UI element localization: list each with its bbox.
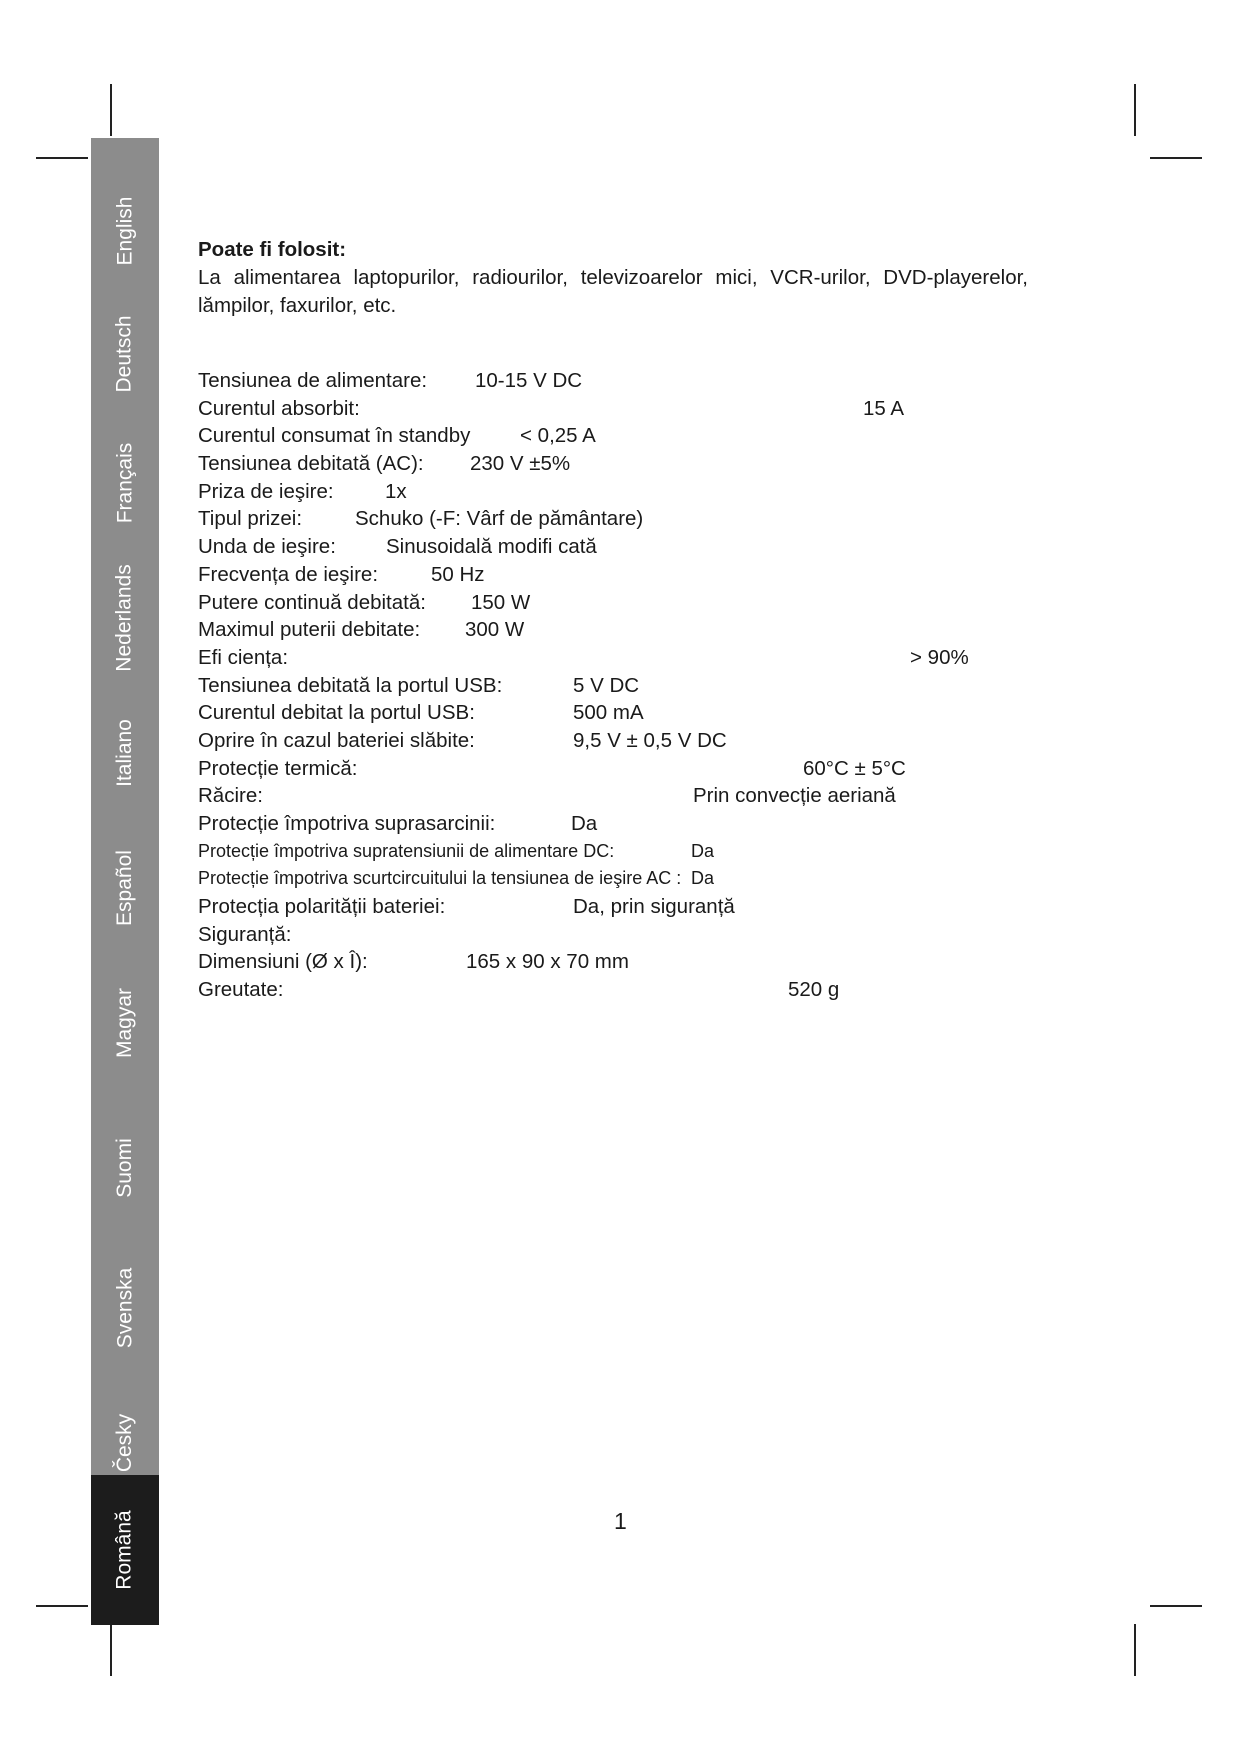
spec-value: Prin convecție aeriană: [693, 784, 896, 808]
spec-label: Frecvența de ieşire:: [198, 562, 379, 586]
spec-value: > 90%: [910, 645, 969, 669]
spec-value: < 0,25 A: [520, 424, 596, 448]
spec-value: 1x: [385, 479, 407, 503]
spec-label: Răcire:: [198, 784, 263, 808]
spec-row: [198, 976, 1168, 1004]
spec-row: [198, 810, 1168, 838]
language-tab-italiano[interactable]: [91, 693, 159, 813]
spec-value: 150 W: [471, 590, 531, 614]
spec-label: Oprire în cazul bateriei slăbite:: [198, 728, 475, 752]
spec-row: [198, 395, 1168, 423]
spec-label: Curentul debitat la portul USB:: [198, 701, 475, 725]
spec-value: 300 W: [465, 618, 525, 642]
crop-mark: [110, 84, 112, 136]
spec-label: Putere continuă debitată:: [198, 590, 426, 614]
spec-label: Siguranță:: [198, 922, 292, 946]
spec-label: Unda de ieşire:: [198, 535, 336, 559]
spec-row: [198, 672, 1168, 700]
language-label: Česky: [112, 1413, 136, 1473]
language-label: Suomi: [113, 1138, 136, 1198]
language-tab-english[interactable]: [91, 178, 159, 283]
spec-value: Da: [691, 840, 715, 861]
spec-row: [198, 699, 1168, 727]
language-tab-nederlands[interactable]: [91, 548, 159, 688]
language-tab-magyar[interactable]: [91, 963, 159, 1083]
crop-mark: [110, 1624, 112, 1676]
spec-value: 50 Hz: [431, 562, 485, 586]
spec-row: [198, 422, 1168, 450]
spec-row: [198, 589, 1168, 617]
spec-row: [198, 948, 1168, 976]
spec-row: [198, 755, 1168, 783]
language-label: Nederlands: [113, 564, 136, 672]
spec-value: 10-15 V DC: [475, 369, 583, 392]
spec-label: Dimensiuni (Ø x Î):: [198, 950, 368, 974]
language-tab-romana[interactable]: [91, 1475, 159, 1625]
spec-value: Da, prin siguranță: [573, 895, 735, 919]
crop-mark: [1134, 84, 1136, 136]
language-tab-deutsch[interactable]: [91, 301, 159, 406]
language-tab-suomi[interactable]: [91, 1113, 159, 1223]
spec-row: [198, 865, 1168, 893]
spec-row: [198, 616, 1168, 644]
intro-paragraph: La alimentarea laptopurilor, radiourilor, televizoarelor mici, VCR-urilor, DVD-playerelor, lămpilor, faxurilor, etc.: [198, 266, 1028, 317]
spec-row: [198, 561, 1168, 589]
page-content: [198, 236, 1158, 320]
spec-label: Curentul absorbit:: [198, 396, 360, 420]
crop-mark: [1150, 1605, 1202, 1607]
spec-label: Tipul prizei:: [198, 507, 303, 531]
language-label: Svenska: [113, 1267, 137, 1349]
spec-label: Priza de ieşire:: [198, 479, 334, 503]
spec-label: Protecție termică:: [198, 756, 358, 780]
spec-value: 165 x 90 x 70 mm: [466, 950, 629, 974]
spec-row: [198, 505, 1168, 533]
spec-value: 500 mA: [573, 701, 644, 725]
spec-row: [198, 838, 1168, 866]
spec-row: [198, 367, 1168, 395]
spec-row: [198, 533, 1168, 561]
spec-label: Curentul consumat în standby: [198, 424, 471, 448]
spec-value: 60°C ± 5°C: [803, 756, 906, 780]
page-number: 1: [614, 1508, 627, 1534]
spec-value: 230 V ±5%: [470, 452, 571, 476]
spec-value: Da: [571, 812, 598, 835]
section-heading: Poate fi folosit:: [198, 238, 347, 261]
language-tab-francais[interactable]: [91, 423, 159, 543]
language-label: Français: [113, 442, 136, 524]
language-label: English: [113, 196, 137, 265]
spec-row: [198, 644, 1168, 672]
spec-label: Protecția polarității bateriei:: [198, 895, 446, 919]
spec-label: Tensiunea debitată la portul USB:: [198, 673, 503, 697]
language-label: Română: [113, 1510, 137, 1590]
crop-mark: [36, 1605, 88, 1607]
spec-value: 5 V DC: [573, 673, 640, 697]
spec-row: [198, 478, 1168, 506]
spec-value: Sinusoidală modifi cată: [386, 535, 597, 559]
spec-value: 520 g: [788, 978, 840, 1002]
language-label: Español: [113, 850, 137, 926]
crop-mark: [36, 157, 88, 159]
spec-value: 9,5 V ± 0,5 V DC: [573, 728, 727, 752]
spec-row: [198, 921, 1168, 949]
language-label: Deutsch: [113, 314, 137, 393]
spec-label: Maximul puterii debitate:: [198, 618, 421, 642]
spec-label: Efi ciența:: [198, 645, 289, 669]
spec-row: [198, 450, 1168, 478]
spec-value: 15 A: [863, 396, 905, 420]
language-tab-espanol[interactable]: [91, 828, 159, 948]
language-label: Magyar: [113, 987, 136, 1059]
spec-label: Greutate:: [198, 978, 284, 1002]
spec-label: Protecție împotriva suprasarcinii:: [198, 812, 496, 835]
spec-label: Tensiunea de alimentare:: [198, 369, 428, 392]
spec-label: Protecție împotriva supratensiunii de alimentare DC:: [198, 840, 615, 861]
spec-value: Da: [691, 868, 715, 889]
spec-row: [198, 782, 1168, 810]
specifications-list: [198, 367, 1168, 1004]
crop-mark: [1134, 1624, 1136, 1676]
spec-label: Protecție împotriva scurtcircuitului la tensiunea de ieşire AC :: [198, 868, 682, 889]
spec-value: Schuko (-F: Vârf de pământare): [355, 507, 644, 531]
language-tab-svenska[interactable]: [91, 1243, 159, 1373]
spec-row: [198, 727, 1168, 755]
language-sidebar: [91, 138, 159, 1625]
spec-row: [198, 893, 1168, 921]
crop-mark: [1150, 157, 1202, 159]
spec-label: Tensiunea debitată (AC):: [198, 452, 424, 476]
language-label: Italiano: [113, 719, 136, 787]
